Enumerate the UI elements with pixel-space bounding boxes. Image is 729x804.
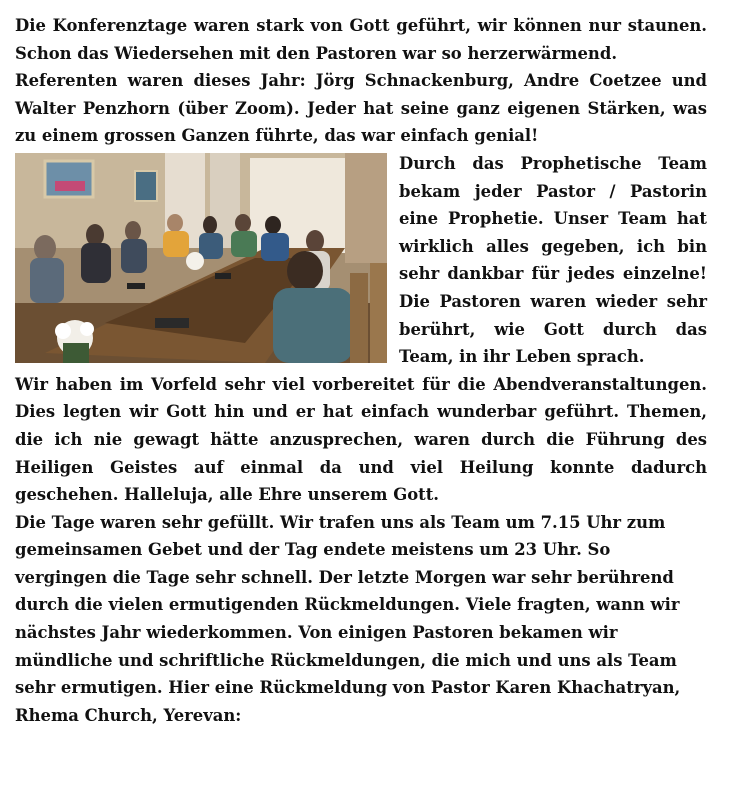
conference-photo-image [15,153,387,363]
paragraph-4: Wir haben im Vorfeld sehr viel vorbereitet für die Abendveranstaltungen. Dies legten wir Gott hin und er hat einfach wunderbar geführt. Themen, die ich nie gewagt hätte anzusprechen, waren durch die Führung des Heiligen Geistes auf einmal da und viel Heilung konnte dadurch geschehen. Halleluja, alle Ehre unserem Gott. [15,374,707,505]
paragraph-1: Die Konferenztage waren stark von Gott geführt, wir können nur staunen. Schon das Wiedersehen mit den Pastoren war so herzerwärmend. [15,16,707,63]
paragraph-2: Referenten waren dieses Jahr: Jörg Schnackenburg, Andre Coetzee und Walter Penzhorn (über Zoom). Jeder hat seine ganz eigenen Stärken, was zu einem grossen Ganzen führte, das war einfach genial! [15,71,707,146]
document-page [15,12,707,729]
conference-photo [15,153,387,363]
paragraph-5: Die Tage waren sehr gefüllt. Wir trafen uns als Team um 7.15 Uhr zum gemeinsamen Gebet und der Tag endete meistens um 23 Uhr. So vergingen die Tage sehr schnell. Der letzte Morgen war sehr berührend durch die vielen ermutigenden Rückmeldungen. Viele fragten, wann wir nächstes Jahr wiederkommen. Von einigen Pastoren bekamen wir mündliche und schriftliche Rückmeldungen, die mich und uns als Team sehr ermutigen. Hier eine Rückmeldung von Pastor Karen Khachatryan, Rhema Church, Yerevan: [15,512,681,725]
paragraph-3: Durch das Prophetische Team bekam jeder Pastor / Pastorin eine Prophetie. Unser Team hat wirklich alles gegeben, ich bin sehr dankbar für jedes einzelne! Die Pastoren waren wieder sehr berührt, wie Gott durch das Team, in ihr Leben sprach. [399,153,707,367]
